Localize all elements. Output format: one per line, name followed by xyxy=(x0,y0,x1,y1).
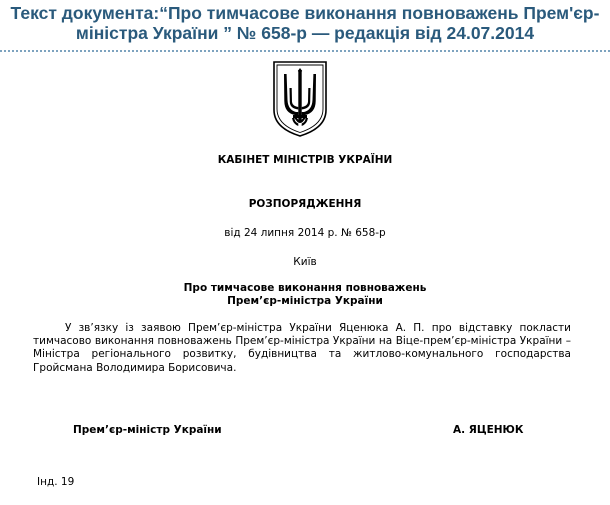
document-type-heading: РОЗПОРЯДЖЕННЯ xyxy=(248,198,362,210)
document-title-line-1: Про тимчасове виконання повноважень xyxy=(183,282,427,294)
signature-name: А. ЯЦЕНЮК xyxy=(453,424,524,436)
page-title: Текст документа:“Про тимчасове виконання повноважень Прем'єр-міністра України ” № 658-р — редакція від 24.07.2014 xyxy=(10,3,600,43)
signature-position: Прем’єр-міністр України xyxy=(73,424,222,436)
coat-of-arms-icon xyxy=(272,60,328,138)
issuer-heading: КАБІНЕТ МІНІСТРІВ УКРАЇНИ xyxy=(217,154,393,166)
document-index: Інд. 19 xyxy=(37,476,75,488)
document-paragraph: У зв’язку із заявою Прем’єр-міністра України Яценюка А. П. про відставку покласти тимчасово виконання повноважень Прем’єр-міністра України на Віце-прем’єр-міністра України – Міністра регіонального розвитку, будівництва та житлово-комунального господарства Гройсмана Володимира Борисовича. xyxy=(33,322,571,374)
document-place: Київ xyxy=(293,256,317,268)
document-date: від 24 липня 2014 р. № 658-р xyxy=(224,227,386,239)
document-title-line-2: Прем’єр-міністра України xyxy=(227,295,383,307)
header-divider xyxy=(0,50,610,52)
